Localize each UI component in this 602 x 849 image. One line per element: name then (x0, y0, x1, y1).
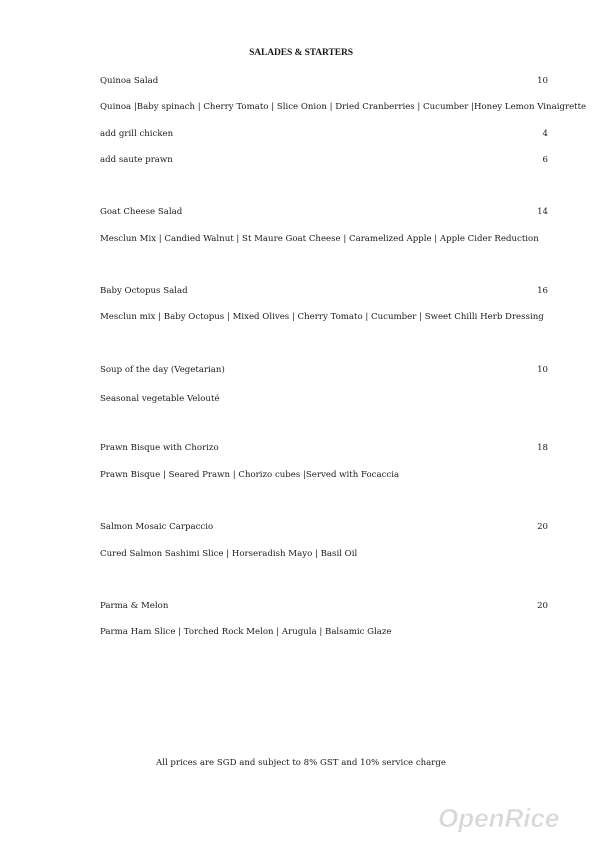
menu-item-salmon-mosaic-carpaccio (100, 522, 550, 564)
item-description: Seasonal vegetable Velouté (100, 394, 220, 404)
item-price: 16 (537, 286, 548, 296)
addon-price: 4 (542, 129, 548, 139)
item-description: Cured Salmon Sashimi Slice | Horseradish Mayo | Basil Oil (100, 549, 358, 559)
menu-item-soup-of-the-day (100, 365, 550, 407)
menu-item-baby-octopus-salad (100, 286, 550, 328)
item-price: 10 (537, 365, 548, 375)
item-price: 10 (537, 76, 548, 86)
watermark-text: OpenRice (438, 803, 560, 833)
item-name: Quinoa Salad (100, 76, 159, 86)
item-price: 20 (537, 522, 548, 532)
menu-item-goat-cheese-salad (100, 207, 550, 249)
menu-item-prawn-bisque (100, 443, 550, 485)
item-name: Goat Cheese Salad (100, 207, 183, 217)
price-disclaimer: All prices are SGD and subject to 8% GST and 10% service charge (155, 758, 446, 768)
addon-name: add saute prawn (100, 155, 173, 165)
item-name: Prawn Bisque with Chorizo (100, 443, 219, 453)
item-description: Mesclun mix | Baby Octopus | Mixed Olives | Cherry Tomato | Cucumber | Sweet Chilli Herb Dressing (100, 312, 544, 322)
addon-price: 6 (542, 155, 548, 165)
item-name: Baby Octopus Salad (100, 286, 188, 296)
item-description: Prawn Bisque | Seared Prawn | Chorizo cubes |Served with Focaccia (100, 470, 400, 480)
item-price: 14 (537, 207, 548, 217)
item-name: Parma & Melon (100, 601, 169, 611)
item-price: 18 (537, 443, 548, 453)
item-description: Parma Ham Slice | Torched Rock Melon | Arugula | Balsamic Glaze (100, 627, 392, 637)
addon-grill-chicken (100, 129, 550, 143)
menu-item-quinoa-salad (100, 76, 587, 171)
section-title: SALADES & STARTERS (249, 48, 353, 58)
menu-item-parma-melon (100, 601, 550, 643)
item-description: Quinoa |Baby spinach | Cherry Tomato | Slice Onion | Dried Cranberries | Cucumber |Honey Lemon Vinaigrette (100, 102, 587, 112)
openrice-watermark-logo (436, 801, 586, 835)
item-name: Soup of the day (Vegetarian) (100, 365, 225, 375)
addon-saute-prawn (100, 155, 550, 169)
item-description: Mesclun Mix | Candied Walnut | St Maure Goat Cheese | Caramelized Apple | Apple Cider Reduction (100, 234, 539, 244)
item-price: 20 (537, 601, 548, 611)
addon-name: add grill chicken (100, 129, 174, 139)
item-name: Salmon Mosaic Carpaccio (100, 522, 214, 532)
